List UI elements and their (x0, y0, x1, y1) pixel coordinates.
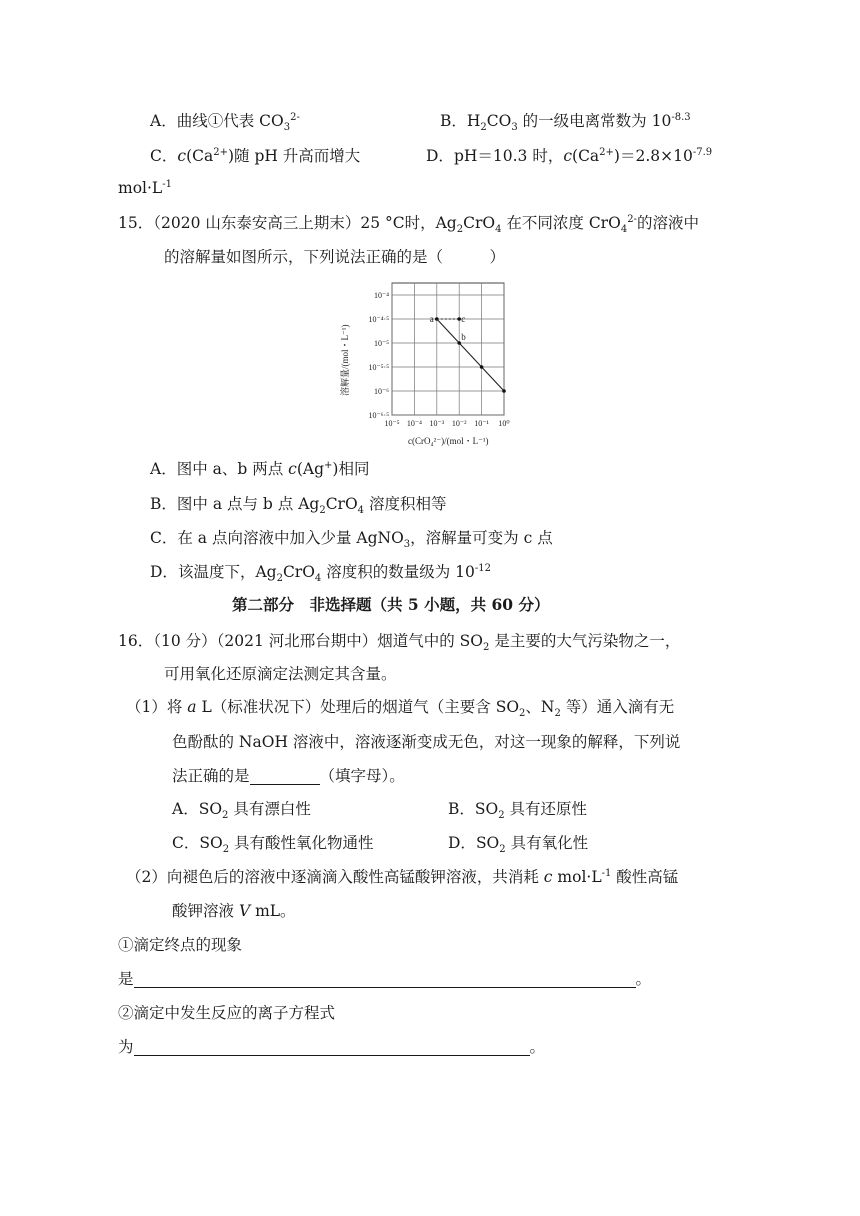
q16-part1-option-d: D．$SO_2$ 具有氧化性 (448, 834, 589, 856)
q14-option-d: D．pH＝10.3 时，$c(Ca^{2+})=2.8\times 10^{-7.9}$ (426, 146, 713, 165)
y-tick-label: 10⁻⁶·⁵ (368, 411, 389, 420)
point-label-a: a (429, 314, 434, 324)
x-tick-label: 10⁻³ (429, 419, 445, 428)
q15-option-a: A．图中 a、b 两点 c(Ag+)相同 (150, 459, 370, 478)
x-tick-label: 10⁻¹ (474, 419, 489, 428)
point-label-b: b (461, 332, 466, 342)
q16-stem-line1: 16．（10 分）（2021 河北邢台期中）烟道气中的 $SO_2$ 是主要的大气污染物之一， (118, 632, 681, 654)
x-tick-label: 10⁻² (451, 419, 467, 428)
point-label-c: c (461, 314, 466, 324)
y-tick-label: 10⁻⁵ (373, 339, 389, 348)
answer-blank-1[interactable] (250, 768, 320, 785)
x-tick-label: 10⁻⁴ (406, 419, 422, 428)
x-axis-label: c(CrO₄²⁻)/(mol・L⁻¹) (408, 436, 489, 446)
data-point (502, 389, 506, 393)
q16-part1-option-a: A．$SO_2$ 具有漂白性 (172, 800, 311, 822)
q16-sub1-answer: 是 。 (118, 970, 652, 988)
x-tick-labels (384, 419, 509, 428)
data-point (480, 365, 484, 369)
q16-part2-line2: 酸钾溶液 V mL。 (172, 902, 296, 920)
q16-part1-option-b: B．$SO_2$ 具有还原性 (448, 800, 588, 822)
y-tick-label: 10⁻⁴·⁵ (368, 315, 389, 324)
y-axis-label: 溶解量/(mol・L⁻¹) (340, 324, 350, 396)
y-tick-labels (369, 291, 390, 420)
q14-option-b: B．$H_2CO_3$ 的一级电离常数为 $10^{-8.3}$ (440, 111, 691, 134)
q16-sub2-answer: 为 。 (118, 1038, 546, 1056)
part2-title: 第二部分 非选择题（共 5 小题，共 60 分） (232, 595, 550, 614)
chart-series (437, 319, 504, 391)
q15-stem-line1: 15．（2020 山东泰安高三上期末）25 °C时，$Ag_2CrO_4$ 在不同浓度 CrO$_4^{2-}$的溶液中 (118, 213, 699, 236)
q14-option-c: C．$c(Ca^{2+})$随 pH 升高而增大 (150, 146, 361, 165)
q15-option-b: B．图中 a 点与 b 点 $Ag_2CrO_4$ 溶度积相等 (150, 495, 447, 517)
x-tick-label: 10⁻⁵ (384, 419, 400, 428)
q15-option-d: D．该温度下，$Ag_2CrO_4$ 溶度积的数量级为 $10^{-12}$ (150, 562, 491, 585)
x-tick-label: 10⁰ (498, 419, 510, 428)
answer-blank-2[interactable] (134, 971, 636, 988)
solubility-chart (336, 278, 516, 450)
answer-blank-3[interactable] (134, 1039, 530, 1056)
q16-part1-line3: 法正确的是 （填字母）。 (172, 767, 405, 785)
q14-option-a: A．曲线①代表 $CO_3^{2-}$ (150, 111, 300, 134)
y-tick-label: 10⁻⁶ (373, 387, 389, 396)
q16-sub1-label: ①滴定终点的现象 (118, 936, 243, 954)
q16-part2-line1: （2）向褪色后的溶液中逐滴滴入酸性高锰酸钾溶液，共消耗 c $mol\cdot L^{-1}$ 酸性高锰 (126, 867, 679, 886)
plot-frame (392, 283, 504, 415)
q16-sub2-label: ②滴定中发生反应的离子方程式 (118, 1004, 336, 1022)
q16-part1-line1: （1）将 a L（标准状况下）处理后的烟道气（主要含 $SO_2$、$N_2$ 等）通入滴有无 (126, 698, 675, 720)
q15-stem-line2: 的溶解量如图所示，下列说法正确的是（ ） (164, 248, 506, 266)
series-line (437, 319, 504, 391)
y-tick-label: 10⁻⁵·⁵ (368, 363, 389, 372)
q14-unit: $mol\cdot L^{-1}$ (118, 178, 172, 197)
q16-part1-option-c: C．$SO_2$ 具有酸性氧化物通性 (172, 834, 374, 856)
q16-part1-line2: 色酚酞的 NaOH 溶液中，溶液逐渐变成无色，对这一现象的解释，下列说 (172, 733, 681, 751)
q15-option-c: C．在 a 点向溶液中加入少量 AgNO$_3$，溶解量可变为 c 点 (150, 529, 553, 551)
q16-stem-line2: 可用氧化还原滴定法测定其含量。 (164, 665, 397, 683)
y-tick-label: 10⁻⁴ (373, 291, 389, 300)
chart-grid (392, 283, 504, 415)
